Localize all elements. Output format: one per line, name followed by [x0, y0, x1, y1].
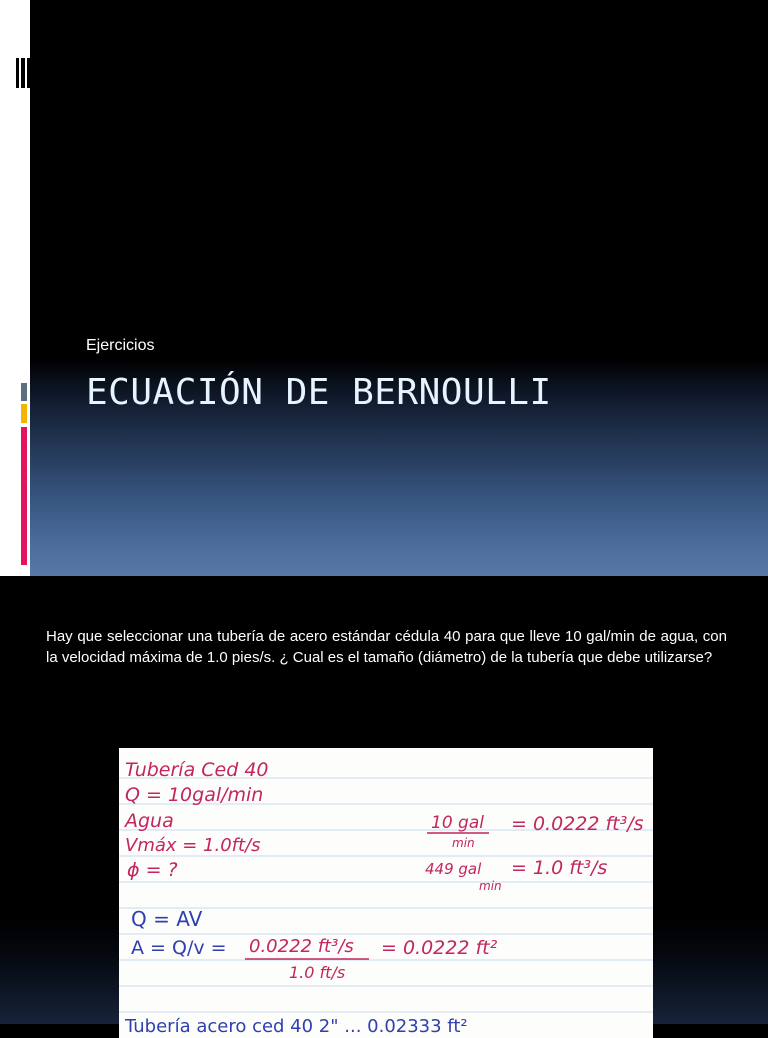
exercise-slide [0, 576, 768, 1037]
problem-statement: Hay que seleccionar una tubería de acero estándar cédula 40 para que lleve 10 gal/min de agua, con la velocidad máxima de 1.0 pies/s. ¿ Cual es el tamaño (diámetro) de la tubería que debe utilizarse? [46, 628, 727, 666]
note-line-3: Agua [125, 810, 174, 832]
area-result: = 0.0222 ft² [381, 937, 498, 959]
conv2-numerator: 449 gal [425, 860, 482, 878]
note-line-2: Q = 10gal/min [125, 784, 264, 806]
conv2-result: = 1.0 ft³/s [511, 857, 608, 879]
handwritten-notes [119, 748, 653, 1038]
conv1-result: = 0.0222 ft³/s [511, 813, 644, 835]
conv2-denominator: min [479, 879, 502, 893]
accent-bar-yellow [21, 404, 27, 423]
note-line-5: ϕ = ? [127, 859, 178, 881]
area-numerator: 0.0222 ft³/s [249, 936, 354, 957]
note-line-7a: A = Q/v = [131, 937, 227, 959]
corner-mark [27, 58, 30, 88]
accent-bar-magenta [21, 427, 27, 565]
corner-mark [16, 58, 19, 88]
note-line-8: Tubería acero ced 40 2" ... 0.02333 ft² [125, 1016, 468, 1037]
conv1-denominator: min [452, 836, 475, 850]
area-denominator: 1.0 ft/s [289, 963, 346, 982]
note-line-1: Tubería Ced 40 [125, 759, 269, 781]
notes-canvas [119, 748, 653, 1038]
slide-subtitle: Ejercicios [86, 337, 155, 354]
note-line-4: Vmáx = 1.0ft/s [125, 835, 261, 856]
corner-mark [21, 58, 25, 88]
conv1-numerator: 10 gal [431, 813, 484, 833]
accent-bar-gray [21, 383, 27, 401]
slide-title: ECUACIÓN DE BERNOULLI [86, 372, 552, 413]
note-line-6: Q = AV [131, 907, 203, 931]
title-slide-background [30, 0, 768, 576]
